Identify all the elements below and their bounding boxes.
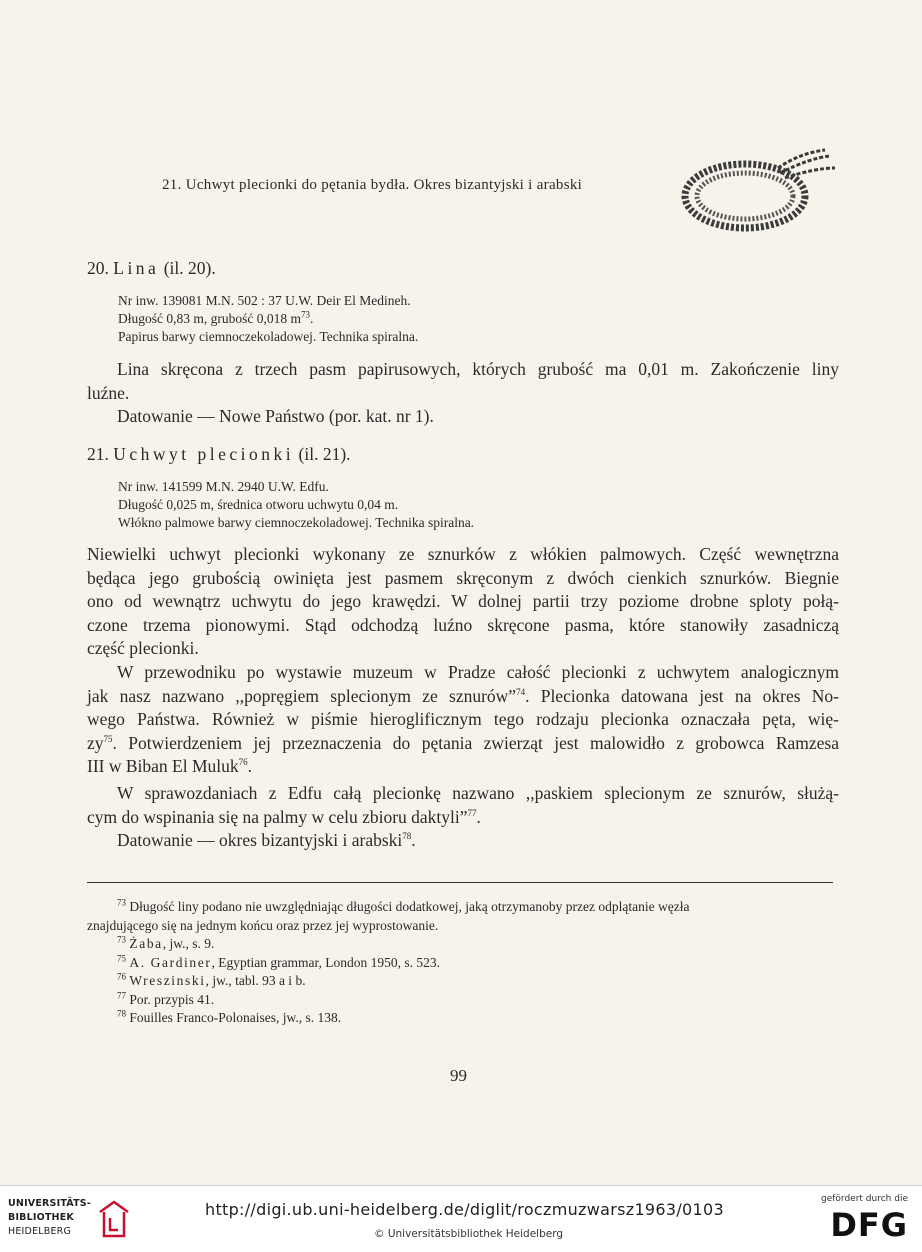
footnote-rule [87,882,833,883]
entry-20-heading: 20. Lina (il. 20). [87,258,216,278]
braided-handle-illustration [660,138,840,243]
body-paragraph-2: W przewodniku po wystawie muzeum w Pradze całość plecionki z uchwytem analogicznym jak nasz nazwano ,,popręgiem splecionym ze sznurów”$^{74}$. Plecionka datowana jest na okres No- wego Państwa. Również w piśmie hieroglificznym tego rodzaju plecionka oznaczała pęta, wię- $zy^{75}$. Potwierdzeniem jej przeznaczenia do pętania zwierząt jest malowidło z grobowca Ramzesa III w Biban El Muluk$^{76}$. [87,662,839,777]
body-paragraph-1: Niewielki uchwyt plecionki wykonany ze sznurków z włókien palmowych. Część wewnętrzna będąca jego grubością owinięta jest pasmem skręconym z dwóch cienkich sznurków. Biegnie ono od wewnątrz uchwytu do jego krawędzi. W dolnej partii trzy poziome drobne sploty połą- czone trzema pionowymi. Stąd odchodzą luźno skręcone pasma, które stanowiły zasadniczą część plecionki. [87,544,839,659]
entry-21-meta: Nr inw. 141599 M.N. 2940 U.W. Edfu. Długość 0,025 m, średnica otworu uchwytu 0,04 m. Włókno palmowe barwy ciemnoczekoladowej. Technika spiralna. [118,479,475,530]
permalink-url[interactable]: http://digi.ub.uni-heidelberg.de/diglit/roczmuzwarsz1963/0103 [205,1200,724,1219]
footnote-78: $^{78}$ Fouilles Franco-Polonaises, jw., s. 138. [117,1008,342,1025]
footnotes [87,898,839,1028]
dfg-logo[interactable]: DFG [830,1206,908,1244]
footnote-76: $^{76}$ Wreszinski, jw., tabl. 93 a i b. [117,971,306,988]
body-paragraph-3: W sprawozdaniach z Edfu całą plecionkę nazwano ,,paskiem splecionym ze sznurów, służą- cym do wspinania się na palmy w celu zbioru daktyli”$^{77}$. Datowanie — okres bizantyjski i arabski$^{78}$. [87,783,839,851]
footnote-73: $^{73}$ Długość liny podano nie uwzględniając długości dodatkowej, jaką otrzymanoby przez odplątanie węzła [117,897,690,914]
university-library-logo[interactable]: UNIVERSITÄTS- BIBLIOTHEK HEIDELBERG [8,1198,138,1242]
page-number: 99 [450,1066,467,1085]
footnote-75: $^{75}$ A. Gardiner, Egyptian grammar, London 1950, s. 523. [117,953,441,970]
entry-21-heading: 21. Uchwyt plecionki (il. 21). [87,444,351,464]
library-emblem-icon [96,1198,132,1240]
entry-20-description: Lina skręcona z trzech pasm papirusowych, których grubość ma 0,01 m. Zakończenie liny luźne. Datowanie — Nowe Państwo (por. kat. nr 1). [87,359,839,427]
footnote-77: $^{77}$ Por. przypis 41. [117,990,215,1007]
footnote-73-continuation: znajdującego się na jednym końcu oraz przez jej wyprostowanie. [87,917,439,933]
funded-by-label: gefördert durch die [821,1194,908,1204]
copyright-notice: © Universitätsbibliothek Heidelberg [374,1228,564,1240]
footnote-73b: $^{73}$ Żaba, jw., s. 9. [117,934,215,951]
entry-20-meta: Nr inw. 139081 M.N. 502 : 37 U.W. Deir El Medineh. Długość 0,83 m, grubość 0,018 $m^{73}$. Papirus barwy ciemnoczekoladowej. Technika spiralna. [118,293,419,344]
figure-caption: 21. Uchwyt plecionki do pętania bydła. Okres bizantyjski i arabski [162,177,583,193]
viewer-footer [0,1185,922,1252]
